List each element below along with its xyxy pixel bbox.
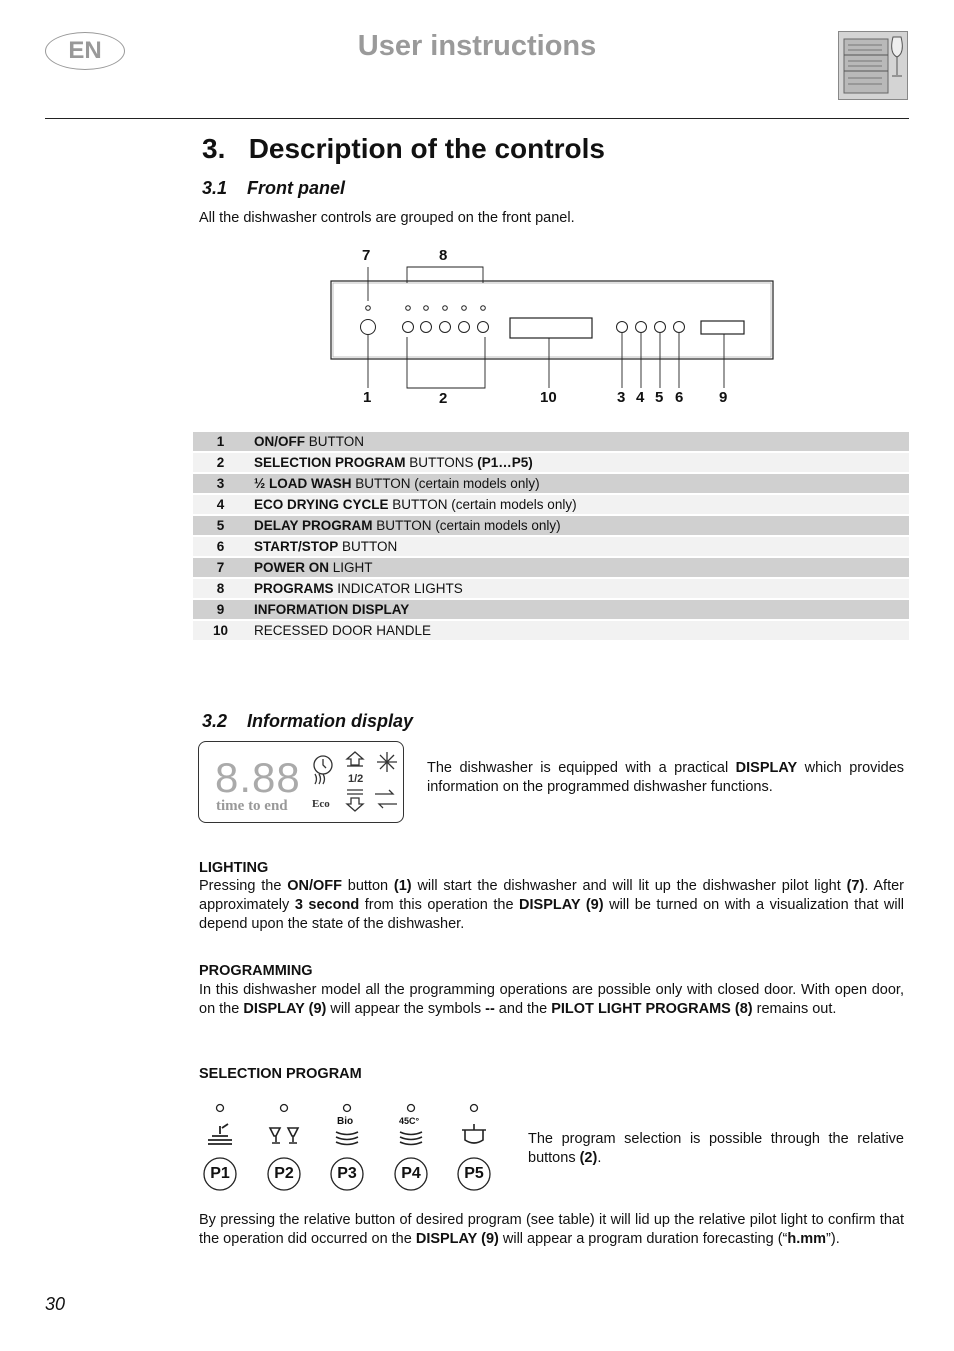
control-description: ½ LOAD WASH BUTTON (certain models only): [248, 474, 909, 493]
display-digits: 8.88: [215, 754, 301, 801]
diagram-label-7: 7: [362, 247, 371, 264]
control-description: RECESSED DOOR HANDLE: [248, 621, 909, 640]
table-row: [193, 495, 909, 514]
display-caption: time to end: [216, 798, 288, 814]
control-number: 5: [193, 516, 248, 535]
control-description: ECO DRYING CYCLE BUTTON (certain models only): [248, 495, 909, 514]
control-description: START/STOP BUTTON: [248, 537, 909, 556]
display-half-load-label: 1/2: [348, 773, 364, 785]
info-display-heading: 3.2 Information display: [202, 711, 414, 731]
section-title: 3. Description of the controls: [202, 133, 605, 164]
diagram-label-8: 8: [439, 247, 448, 264]
front-panel-heading: 3.1 Front panel: [202, 178, 346, 198]
control-description: INFORMATION DISPLAY: [248, 600, 909, 619]
diagram-label-2: 2: [439, 390, 448, 407]
table-row: [193, 537, 909, 556]
selection-side-text: The program selection is possible through the relative buttons (2).: [528, 1131, 904, 1166]
program-button-p4[interactable]: P4: [401, 1165, 421, 1182]
language-code: EN: [68, 37, 102, 64]
control-number: 10: [193, 621, 248, 640]
control-number: 9: [193, 600, 248, 619]
table-row: [193, 516, 909, 535]
control-number: 6: [193, 537, 248, 556]
selection-program-heading: SELECTION PROGRAM: [199, 1066, 362, 1082]
info-display-description: The dishwasher is equipped with a practical DISPLAY which provides information on the programmed dishwasher functions.: [427, 760, 905, 795]
diagram-label-3: 3: [617, 389, 626, 406]
dishwasher-icon: [838, 31, 908, 100]
icon-label-45c: 45C°: [399, 1116, 420, 1126]
table-row: [193, 558, 909, 577]
program-button-p1[interactable]: P1: [210, 1165, 230, 1182]
table-row: [193, 432, 909, 451]
control-description: PROGRAMS INDICATOR LIGHTS: [248, 579, 909, 598]
program-button-p2[interactable]: P2: [274, 1165, 294, 1182]
control-description: ON/OFF BUTTON: [248, 432, 909, 451]
control-number: 8: [193, 579, 248, 598]
control-number: 1: [193, 432, 248, 451]
info-display-panel: [198, 741, 404, 823]
page-header-title: User instructions: [357, 30, 597, 62]
table-row: [193, 621, 909, 640]
table-row: [193, 453, 909, 472]
lighting-paragraph: Pressing the ON/OFF button (1) will start the dishwasher and will lit up the dishwasher pilot light (7). After approximately 3 second from this operation the DISPLAY (9) will be turned on with a visualization that will depend upon the state of the dishwasher.: [199, 878, 905, 932]
selection-paragraph: By pressing the relative button of desired program (see table) it will lid up the relative pilot light to confirm that the operation did occurred on the DISPLAY (9) will appear a program duration forecasting (“h.mm”).: [199, 1212, 904, 1247]
table-row: [193, 474, 909, 493]
header-divider: [45, 118, 909, 119]
diagram-label-9: 9: [719, 389, 728, 406]
control-description: SELECTION PROGRAM BUTTONS (P1…P5): [248, 453, 909, 472]
program-button-p3[interactable]: P3: [337, 1165, 357, 1182]
controls-table: [193, 430, 909, 642]
table-row: [193, 600, 909, 619]
control-number: 4: [193, 495, 248, 514]
display-eco-label: Eco: [312, 798, 330, 810]
diagram-label-10: 10: [540, 389, 557, 406]
diagram-label-5: 5: [655, 389, 664, 406]
lighting-heading: LIGHTING: [199, 860, 269, 876]
program-button-p5[interactable]: P5: [464, 1165, 484, 1182]
control-description: DELAY PROGRAM BUTTON (certain models only): [248, 516, 909, 535]
diagram-label-1: 1: [363, 389, 372, 406]
front-panel-intro: All the dishwasher controls are grouped on the front panel.: [199, 210, 575, 226]
diagram-label-4: 4: [636, 389, 645, 406]
icon-label-bio: Bio: [337, 1116, 354, 1127]
table-row: [193, 579, 909, 598]
control-number: 2: [193, 453, 248, 472]
front-panel-diagram: [320, 245, 780, 415]
diagram-label-6: 6: [675, 389, 684, 406]
page-number: 30: [45, 1294, 66, 1314]
control-number: 3: [193, 474, 248, 493]
control-description: POWER ON LIGHT: [248, 558, 909, 577]
programming-heading: PROGRAMMING: [199, 963, 313, 979]
program-buttons-figure: [198, 1098, 498, 1198]
programming-paragraph: In this dishwasher model all the programming operations are possible only with closed door. With open door, on the DISPLAY (9) will appear the symbols -- and the PILOT LIGHT PROGRAMS (8) remains out.: [199, 982, 904, 1017]
control-number: 7: [193, 558, 248, 577]
